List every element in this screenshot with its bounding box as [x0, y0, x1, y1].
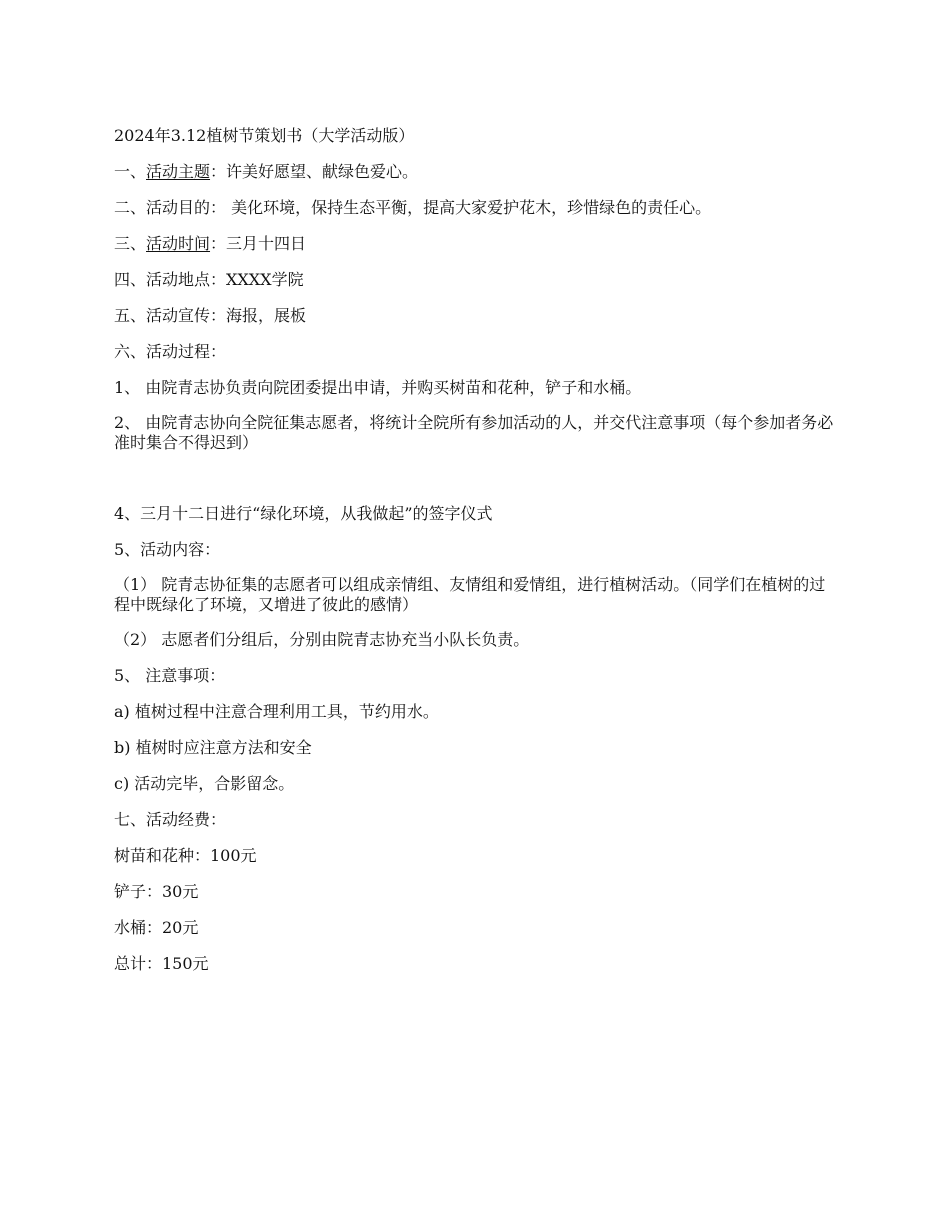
section-publicity: 五、活动宣传：海报，展板 [114, 306, 307, 325]
section-theme [114, 161, 838, 183]
section-theme-label: 活动主题 [146, 162, 211, 181]
content-item-2: （2） 志愿者们分组后，分别由院青志协充当小队长负责。 [114, 630, 530, 649]
section-time-prefix: 三、 [114, 234, 147, 253]
section-time-label: 活动时间 [146, 234, 211, 253]
process-step-2: 2、 由院青志协向全院征集志愿者，将统计全院所有参加活动的人，并交代注意事项（每个参加者务必准时集合不得迟到） [114, 413, 834, 452]
section-budget: 七、活动经费： [114, 810, 227, 829]
section-purpose: 二、活动目的： 美化环境，保持生态平衡，提高大家爱护花木，珍惜绿色的责任心。 [114, 198, 712, 217]
content-item-1: （1） 院青志协征集的志愿者可以组成亲情组、友情组和爱情组，进行植树活动。（同学们在植树的过程中既绿化了环境，又增进了彼此的感情） [114, 575, 826, 614]
budget-shovels: 铲子：30元 [114, 882, 199, 901]
section-theme-prefix: 一、 [114, 162, 147, 181]
section-theme-text: ：许美好愿望、献绿色爱心。 [210, 162, 419, 181]
section-time-text: ：三月十四日 [210, 234, 307, 253]
budget-seedlings: 树苗和花种：100元 [114, 846, 257, 865]
note-c: c) 活动完毕，合影留念。 [114, 774, 295, 793]
document-body [114, 125, 838, 989]
note-a: a) 植树过程中注意合理利用工具，节约用水。 [114, 702, 439, 721]
notes-title: 5、 注意事项： [114, 666, 226, 685]
budget-total: 总计：150元 [114, 954, 209, 973]
blank-gap [114, 467, 838, 503]
document-title: 2024年3.12植树节策划书（大学活动版） [114, 126, 415, 145]
process-step-4: 4、三月十二日进行“绿化环境，从我做起”的签字仪式 [114, 504, 493, 523]
note-b: b) 植树时应注意方法和安全 [114, 738, 312, 757]
process-step-1: 1、 由院青志协负责向院团委提出申请，并购买树苗和花种，铲子和水桶。 [114, 378, 642, 397]
budget-buckets: 水桶：20元 [114, 918, 199, 937]
process-step-5: 5、活动内容： [114, 540, 221, 559]
section-process: 六、活动过程： [114, 342, 227, 361]
section-location: 四、活动地点：XXXX学院 [114, 270, 304, 289]
section-time [114, 233, 838, 255]
